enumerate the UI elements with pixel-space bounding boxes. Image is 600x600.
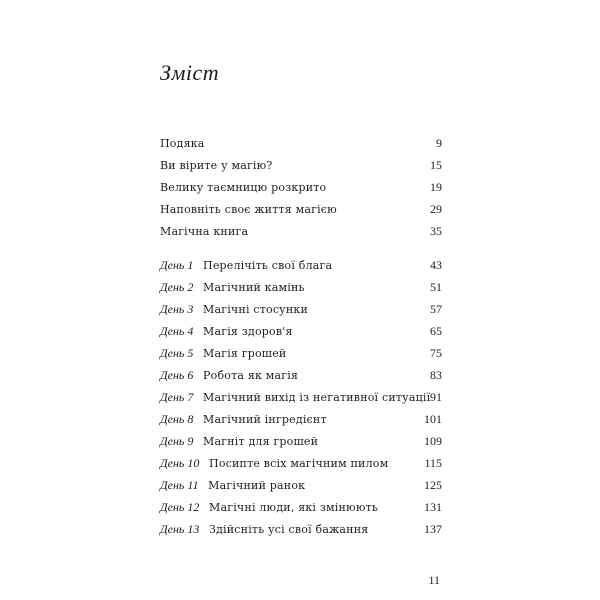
toc-entry-title: Ви вірите у магію? <box>160 159 273 172</box>
toc-entry-page: 75 <box>430 346 442 360</box>
toc-entry-page: 51 <box>430 280 442 294</box>
toc-entry-page: 19 <box>430 180 442 194</box>
page-title: Зміст <box>160 60 220 85</box>
toc-entry <box>160 158 442 180</box>
page-number: 11 <box>428 573 440 587</box>
toc-entry-title: Магічна книга <box>160 225 249 238</box>
toc-entry-page: 109 <box>424 434 442 448</box>
toc-day-label: День 13 <box>160 522 200 536</box>
toc-day-label: День 3 <box>160 302 194 316</box>
toc-entry-title: Подяка <box>160 137 205 150</box>
toc-entry-page: 101 <box>424 412 442 426</box>
toc-entry-page: 57 <box>430 302 442 316</box>
toc-entry-day <box>160 346 442 368</box>
toc-entry-day <box>160 456 442 478</box>
toc-day-label: День 10 <box>160 456 200 470</box>
toc-entry-day <box>160 390 442 412</box>
toc-entry-day <box>160 434 442 456</box>
toc-day-label: День 11 <box>160 478 199 492</box>
toc-entry-day <box>160 478 442 500</box>
toc-entry-title: Магічні люди, які змінюють <box>209 501 379 514</box>
toc-entry-title: Наповніть своє життя магією <box>160 203 337 216</box>
toc-entry-day <box>160 368 442 390</box>
toc-entry-day <box>160 412 442 434</box>
toc-entry-title: Магічний ранок <box>208 479 306 492</box>
table-of-contents <box>160 136 442 544</box>
toc-day-label: День 6 <box>160 368 194 382</box>
toc-entry-title: Робота як магія <box>203 369 299 382</box>
toc-day-label: День 5 <box>160 346 194 360</box>
toc-entry-page: 131 <box>424 500 442 514</box>
toc-entry-day <box>160 302 442 324</box>
toc-entry-title: Велику таємницю розкрито <box>160 181 327 194</box>
toc-day-label: День 2 <box>160 280 194 294</box>
toc-entry-page: 35 <box>430 224 442 238</box>
toc-day-label: День 9 <box>160 434 194 448</box>
toc-entry-title: Посипте всіх магічним пилом <box>209 457 389 470</box>
toc-entry <box>160 136 442 158</box>
toc-entry-page: 83 <box>430 368 442 382</box>
toc-entry-title: Магія здоров'я <box>203 325 293 338</box>
toc-entry-title: Магічний інгредієнт <box>203 413 327 426</box>
toc-entry-page: 137 <box>424 522 442 536</box>
toc-day-label: День 7 <box>160 390 194 404</box>
toc-entry-day <box>160 500 442 522</box>
toc-day-label: День 12 <box>160 500 200 514</box>
toc-entry <box>160 224 442 246</box>
toc-entry-page: 115 <box>424 456 442 470</box>
toc-entry <box>160 202 442 224</box>
toc-entry-page: 9 <box>436 136 442 150</box>
toc-entry-page: 15 <box>430 158 442 172</box>
toc-entry-page: 29 <box>430 202 442 216</box>
toc-entry-title: Магічний камінь <box>203 281 305 294</box>
toc-entry-page: 43 <box>430 258 442 272</box>
toc-entry-page: 65 <box>430 324 442 338</box>
toc-entry-title: Магія грошей <box>203 347 287 360</box>
toc-entry-title: Магічний вихід із негативної ситуації <box>203 391 431 404</box>
toc-day-label: День 1 <box>160 258 194 272</box>
toc-entry-title: Перелічіть свої блага <box>203 259 333 272</box>
toc-entry-day <box>160 258 442 280</box>
toc-entry-title: Здійсніть усі свої бажання <box>209 523 369 536</box>
toc-day-label: День 4 <box>160 324 194 338</box>
toc-entry-page: 91 <box>430 390 442 404</box>
toc-entry-day <box>160 324 442 346</box>
toc-entry-title: Магічні стосунки <box>203 303 308 316</box>
toc-day-label: День 8 <box>160 412 194 426</box>
toc-entry-day <box>160 280 442 302</box>
toc-entry <box>160 180 442 202</box>
toc-entry-day <box>160 522 442 544</box>
toc-entry-title: Магніт для грошей <box>203 435 319 448</box>
toc-entry-page: 125 <box>424 478 442 492</box>
